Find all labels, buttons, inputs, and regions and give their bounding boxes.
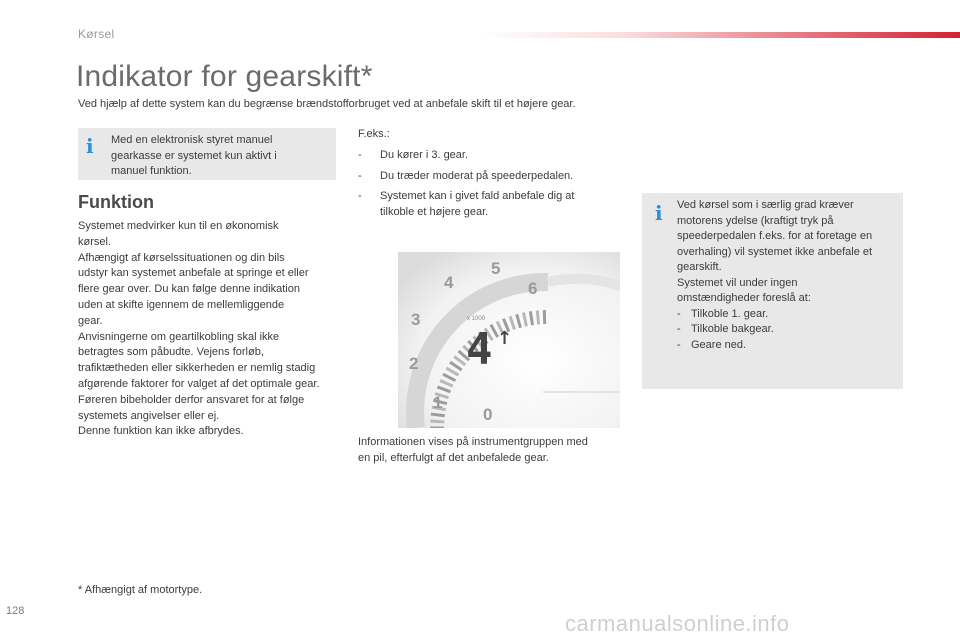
rpm-label: x 1000 <box>467 316 486 322</box>
gauge-number-0: 0 <box>483 405 493 424</box>
gauge-number-3: 3 <box>411 310 421 329</box>
function-body: Systemet medvirker kun til en økonomisk kørsel. Afhængigt af kørselssituationen og din bils udstyr kan systemet anbefale at springe et eller flere gear over. Du kan følge denne indikation uden at skifte igennem de mellemliggende gear. Anvisningerne om geartilkobling skal ikke betragtes som påbudte. Vejens forløb, trafiktætheden eller sikkerheden er nemlig stadig afgørende faktorer for valget af det optimale gear. Føreren bibeholder derfor ansvaret for at følge systemets angivelser eller ej. Denne funktion kan ikke afbrydes. <box>78 220 320 438</box>
list-item: - Geare ned. <box>677 338 747 351</box>
gear-indicator-illustration <box>358 252 620 428</box>
illustration-caption: Informationen vises på instrumentgruppen med en pil, efterfulgt af det anbefalede gear. <box>358 436 588 464</box>
list-item: - Du kører i 3. gear. <box>358 148 469 161</box>
info-box-text: Ved kørsel som i særlig grad kræver motorens ydelse (kraftigt tryk på speederpedalen f.eks. for at foretage en overhaling) vil systemet ikke anbefale et gearskift. Systemet vil under ingen omstændigheder foreslå at: - Tilkoble 1. gear. - Tilkoble bakgear. - Geare ned. <box>677 198 899 353</box>
gauge-number-2: 2 <box>409 354 419 373</box>
intro-text: Ved hjælp af dette system kan du begrænse brændstofforbruget ved at anbefale skift til et højere gear. <box>78 98 576 110</box>
info-box-restrictions <box>642 193 903 389</box>
list-item: - Systemet kan i givet fald anbefale dig at tilkoble et højere gear. <box>358 190 575 219</box>
gauge-number-5: 5 <box>491 259 501 278</box>
function-heading: Funktion <box>78 192 154 212</box>
gauge-tick <box>431 414 445 416</box>
gauge-number-1: 1 <box>433 393 443 412</box>
watermark: carmanualsonline.info <box>565 611 790 636</box>
example-list <box>358 127 620 221</box>
page-number: 128 <box>6 605 25 617</box>
gauge-tick <box>537 310 538 324</box>
info-icon: i <box>655 201 663 225</box>
info-box-text: Med en elektronisk styret manuel gearkasse er systemet kun aktivt i manuel funktion. <box>111 134 277 177</box>
gauge-number-4: 4 <box>444 273 454 292</box>
example-label: F.eks.: <box>358 128 390 140</box>
upshift-arrow-icon: ↑ <box>497 328 513 349</box>
list-item: - Tilkoble 1. gear. <box>677 307 769 320</box>
list-item: - Tilkoble bakgear. <box>677 323 774 335</box>
gauge-tick <box>430 421 444 422</box>
section-label: Kørsel <box>78 27 115 41</box>
gear-display: 4 <box>466 324 493 375</box>
list-item: - Du træder moderat på speederpedalen. <box>358 169 574 182</box>
info-box-manual <box>78 128 336 180</box>
gauge-number-6: 6 <box>528 279 538 298</box>
header-accent-bar <box>480 32 960 38</box>
page-title: Indikator for gearskift* <box>76 60 373 93</box>
tachometer-illustration <box>358 252 620 428</box>
info-icon: i <box>86 134 94 158</box>
footnote: * Afhængigt af motortype. <box>78 584 203 596</box>
gauge-tick <box>530 311 532 325</box>
